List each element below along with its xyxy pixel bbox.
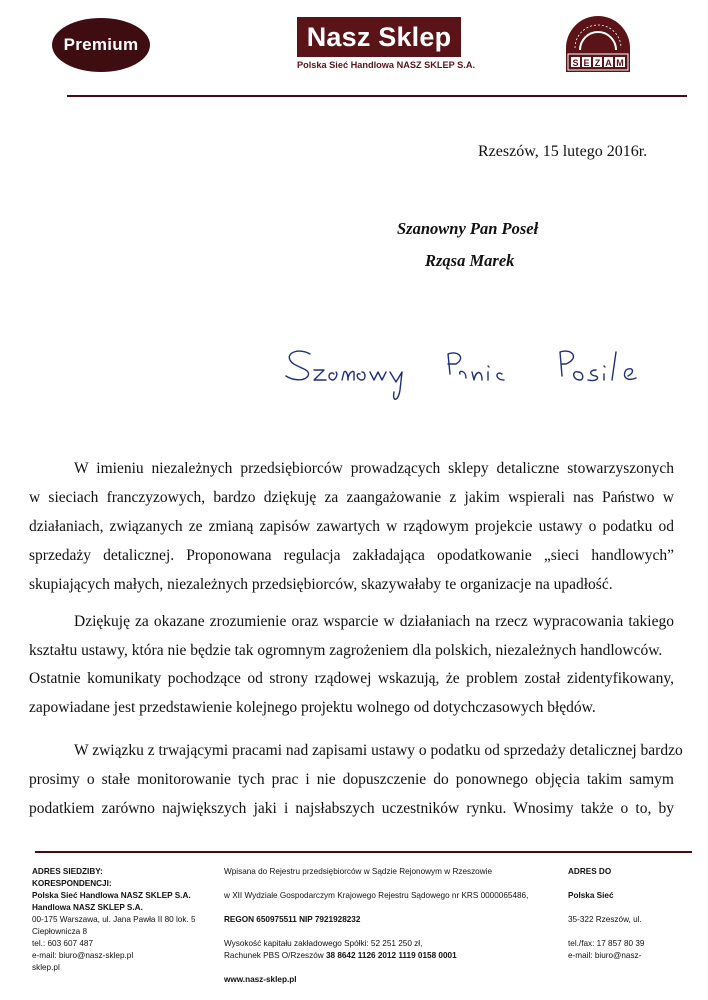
svg-text:A: A bbox=[605, 58, 612, 68]
paragraph-line: działaniach, związanych ze zmianą zapisów zawartych w rządowym projekcie ustawy o podatku od bbox=[29, 518, 674, 535]
salutation-line-1: Szanowny Pan Poseł bbox=[397, 219, 539, 238]
footer-divider bbox=[35, 851, 692, 853]
footer-email[interactable]: e-mail: biuro@nasz- bbox=[568, 951, 642, 960]
sezam-emblem-icon bbox=[562, 14, 634, 74]
footer-phone: tel./fax: 17 857 80 39 bbox=[568, 939, 645, 948]
footer-capital: Wysokość kapitału zakładowego Spółki: 52 251 250 zł, bbox=[224, 939, 423, 948]
svg-text:M: M bbox=[616, 58, 624, 68]
paragraph-3 bbox=[29, 664, 674, 722]
footer-address-column bbox=[32, 866, 196, 974]
paragraph-1 bbox=[29, 454, 674, 599]
footer-regon-nip: REGON 650975511 NIP 7921928232 bbox=[224, 915, 361, 924]
salutation-line-2: Rząsa Marek bbox=[425, 251, 515, 270]
footer-website-link[interactable]: www.nasz-sklep.pl bbox=[224, 975, 297, 984]
footer-address: 00-175 Warszawa, ul. Jana Pawła II 80 lok. 5 bbox=[32, 915, 196, 924]
footer-address: 35-322 Rzeszów, ul. bbox=[568, 915, 642, 924]
paragraph-line: sprzedaży detalicznej. Proponowana regulacja zakładająca opodatkowanie „sieci handlowych” bbox=[29, 547, 674, 564]
paragraph-line: zapowiadane jest przedstawienie kolejnego projektu wolnego od dotychczasowych błędów. bbox=[29, 699, 596, 716]
svg-text:S: S bbox=[572, 58, 579, 68]
paragraph-line: w sieciach franczyzowych, bardzo dziękuję za zaangażowanie z jakim wspierali nas Państwo w bbox=[29, 489, 674, 506]
footer-heading: KORESPONDENCJI: bbox=[32, 879, 112, 888]
footer-company: Polska Sieć Handlowa NASZ SKLEP S.A. bbox=[32, 891, 191, 900]
paragraph-line: podatkiem zarówno największych jaki i najsłabszych uczestników rynku. Wnosimy także o to, by bbox=[29, 800, 674, 817]
header-divider bbox=[67, 95, 687, 97]
footer-account-label: Rachunek PBS O/Rzeszów bbox=[224, 951, 326, 960]
footer-company: Polska Sieć bbox=[568, 891, 614, 900]
paragraph-line: W związku z trwającymi pracami nad zapisami ustawy o podatku od sprzedaży detalicznej bardzo bbox=[74, 742, 683, 759]
paragraph-line: Dziękuję za okazane zrozumienie oraz wsparcie w działaniach na rzecz wypracowania takiego bbox=[74, 613, 674, 630]
footer-company: Handlowa NASZ SKLEP S.A. bbox=[32, 903, 143, 912]
footer-heading: ADRES SIEDZIBY: bbox=[32, 867, 103, 876]
paragraph-line: W imieniu niezależnych przedsiębiorców prowadzących sklepy detaliczne stowarzyszonych bbox=[74, 460, 674, 477]
footer-email-continuation: sklep.pl bbox=[32, 963, 60, 972]
svg-text:E: E bbox=[583, 58, 590, 68]
handwriting-icon bbox=[282, 340, 662, 410]
paragraph-line: skupiających małych, niezależnych przedsiębiorców, skazywałaby te organizacje na upadłość. bbox=[29, 576, 613, 593]
footer-registry-line: w XII Wydziale Gospodarczym Krajowego Rejestru Sądowego nr KRS 0000065486, bbox=[224, 891, 529, 900]
paragraph-2 bbox=[29, 607, 674, 665]
footer-registry-line: Wpisana do Rejestru przedsiębiorców w Sądzie Rejonowym w Rzeszowie bbox=[224, 867, 493, 876]
letter-date: Rzeszów, 15 lutego 2016r. bbox=[478, 143, 648, 160]
paragraph-line: prosimy o stałe monitorowanie tych prac i nie dopuszczenie do ponownego objęcia takim samym bbox=[29, 771, 674, 788]
footer-address: Ciepłownicza 8 bbox=[32, 927, 88, 936]
footer-heading: ADRES DO bbox=[568, 867, 612, 876]
nasz-sklep-logo-text: Nasz Sklep bbox=[306, 21, 452, 52]
footer-account-number: 38 8642 1126 2012 1119 0158 0001 bbox=[325, 951, 457, 960]
nasz-sklep-subtitle: Polska Sieć Handlowa NASZ SKLEP S.A. bbox=[297, 60, 476, 70]
footer-registry-column bbox=[224, 866, 528, 986]
paragraph-line: kształtu ustawy, która nie będzie tak ogromnym zagrożeniem dla polskich, niezależnych handlowców. bbox=[29, 642, 663, 659]
footer-contact-column bbox=[568, 866, 644, 962]
footer-phone: tel.: 603 607 487 bbox=[32, 939, 94, 948]
premium-logo bbox=[52, 18, 150, 72]
paragraph-4 bbox=[29, 736, 683, 823]
svg-text:Z: Z bbox=[594, 58, 601, 68]
footer-email[interactable]: e-mail: biuro@nasz-sklep.pl bbox=[32, 951, 134, 960]
paragraph-line: Ostatnie komunikaty pochodzące od strony rządowej wskazują, że problem został zidentyfikowany, bbox=[29, 670, 674, 687]
nasz-sklep-logo bbox=[297, 17, 461, 57]
premium-logo-text: Premium bbox=[63, 35, 139, 54]
handwritten-greeting bbox=[282, 340, 662, 410]
sezam-logo bbox=[562, 14, 634, 74]
